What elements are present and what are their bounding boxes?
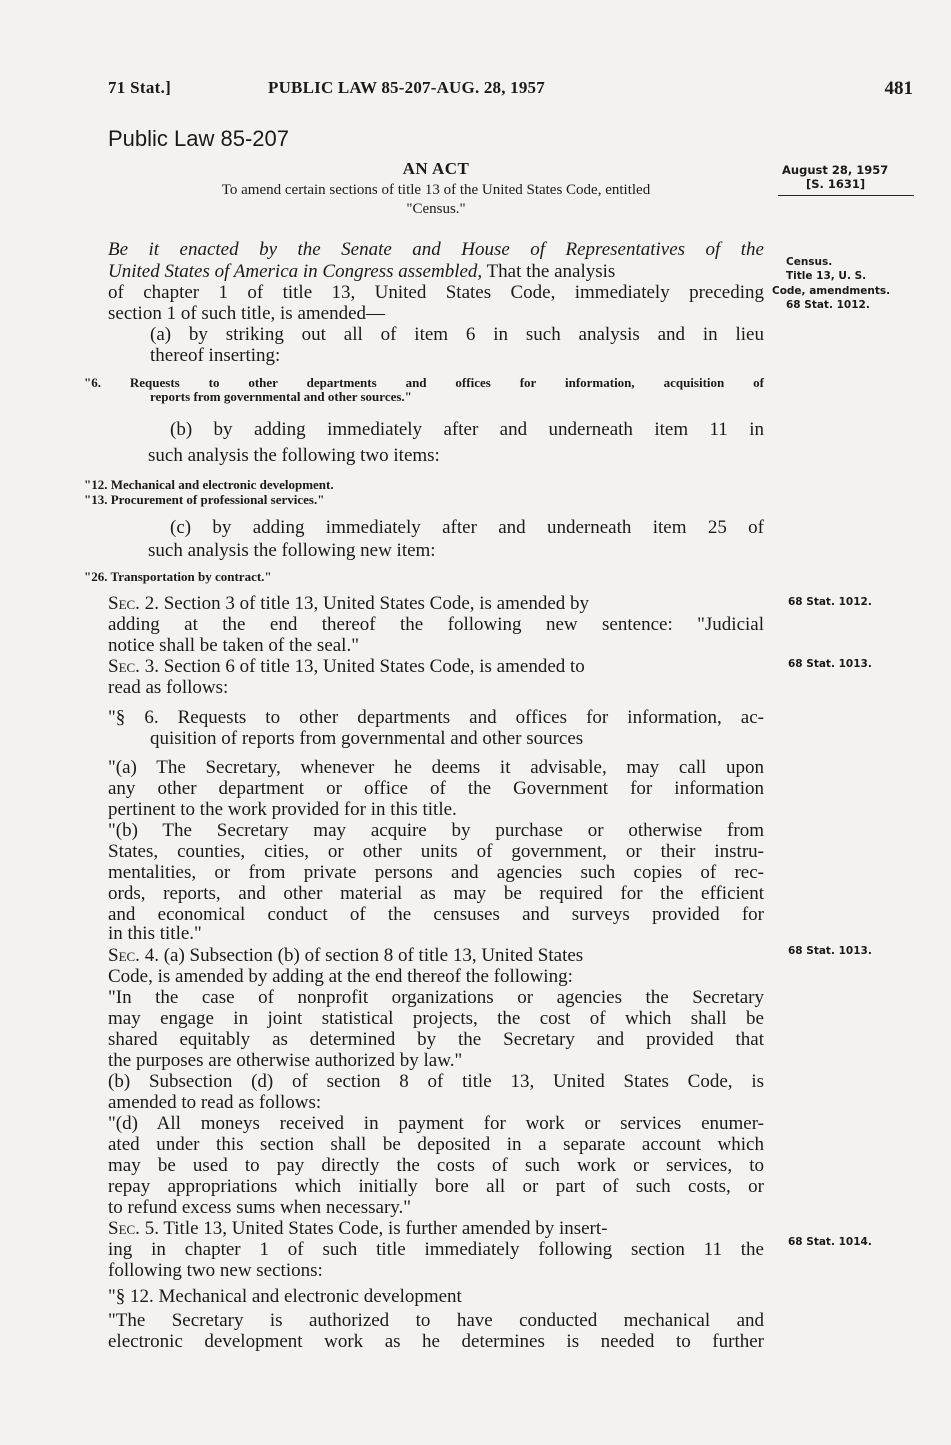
enacting-clause: Be it enacted by the Senate and House of Representatives of the [108, 239, 764, 260]
census-margin-note: Title 13, U. S. [786, 270, 867, 282]
act-purpose-line: "Census." [406, 201, 466, 217]
enacting-clause: United States of America in Congress assembled, That the analysis [108, 261, 616, 282]
subsection-b: States, counties, cities, or other units of government, or their instru- [108, 841, 764, 862]
subsection-d: "(d) All moneys received in payment for work or services enumer- [108, 1113, 764, 1134]
enactment-date-note: August 28, 1957 [782, 163, 889, 177]
inserted-item-6: reports from governmental and other sources." [150, 389, 412, 404]
section-5: following two new sections: [108, 1260, 323, 1281]
section-12-heading: "§ 12. Mechanical and electronic development [108, 1286, 462, 1307]
running-header [108, 78, 913, 102]
section-3: Sec. 3. Section 6 of title 13, United States Code, is amended to [108, 656, 585, 677]
inserted-item-26: "26. Transportation by contract." [84, 569, 272, 584]
sec5-margin-note: 68 Stat. 1014. [788, 1236, 872, 1248]
subsection-a: pertinent to the work provided for in this title. [108, 799, 457, 820]
bill-number-note: [S. 1631] [806, 177, 866, 191]
clause-c: (c) by adding immediately after and underneath item 25 of [170, 517, 764, 538]
section-4b: amended to read as follows: [108, 1092, 322, 1113]
clause-a: thereof inserting: [150, 345, 281, 366]
section-4-quote: shared equitably as determined by the Secretary and provided that [108, 1029, 764, 1050]
subsection-b: "(b) The Secretary may acquire by purchase or otherwise from [108, 820, 764, 841]
section-2: notice shall be taken of the seal." [108, 635, 359, 656]
clause-a: (a) by striking out all of item 6 in such analysis and in lieu [150, 324, 764, 345]
subsection-b: mentalities, or from private persons and agencies such copies of rec- [108, 862, 764, 883]
section-4b: (b) Subsection (d) of section 8 of title 13, United States Code, is [108, 1071, 764, 1092]
census-margin-note: Code, amendments. [772, 285, 891, 297]
subsection-d: ated under this section shall be deposited in a separate account which [108, 1134, 764, 1155]
census-margin-note: 68 Stat. 1012. [786, 299, 870, 311]
an-act-heading: AN ACT [402, 159, 470, 178]
section-12-text: electronic development work as he determines is needed to further [108, 1331, 764, 1352]
inserted-item-12: "12. Mechanical and electronic development. [84, 477, 334, 492]
public-law-number: Public Law 85-207 [108, 126, 290, 151]
subsection-d: repay appropriations which initially bore all or part of such costs, or [108, 1176, 764, 1197]
section-4-quote: the purposes are otherwise authorized by law." [108, 1050, 463, 1071]
inserted-item-6: "6. Requests to other departments and offices for information, acquisition of [84, 375, 764, 390]
sec4-margin-note: 68 Stat. 1013. [788, 945, 872, 957]
section-4: Sec. 4. (a) Subsection (b) of section 8 of title 13, United States [108, 945, 584, 966]
subsection-b: and economical conduct of the censuses and surveys provided for [108, 904, 764, 925]
section-6-heading: quisition of reports from governmental and other sources [150, 728, 584, 749]
subsection-b: in this title." [108, 923, 202, 944]
subsection-b: ords, reports, and other material as may be required for the efficient [108, 883, 764, 904]
section-6-heading: "§ 6. Requests to other departments and offices for information, ac- [108, 707, 764, 728]
clause-c: such analysis the following new item: [148, 540, 436, 561]
section-4-quote: "In the case of nonprofit organizations or agencies the Secretary [108, 987, 764, 1008]
clause-b: such analysis the following two items: [148, 445, 440, 466]
statute-volume: 71 Stat.] [108, 78, 172, 97]
act-purpose-line: To amend certain sections of title 13 of the United States Code, entitled [221, 182, 651, 198]
clause-b: (b) by adding immediately after and underneath item 11 in [170, 419, 764, 440]
section-2: Sec. 2. Section 3 of title 13, United States Code, is amended by [108, 593, 590, 614]
sec3-margin-note: 68 Stat. 1013. [788, 658, 872, 670]
section-2: adding at the end thereof the following new sentence: "Judicial [108, 614, 764, 635]
subsection-d: may be used to pay directly the costs of such work or services, to [108, 1155, 764, 1176]
section-12-text: "The Secretary is authorized to have conducted mechanical and [108, 1310, 764, 1331]
body-line: of chapter 1 of title 13, United States Code, immediately preceding [108, 282, 764, 303]
section-4-quote: may engage in joint statistical projects, the cost of which shall be [108, 1008, 764, 1029]
subsection-a: "(a) The Secretary, whenever he deems it advisable, may call upon [108, 757, 764, 778]
body-line: section 1 of such title, is amended— [108, 303, 386, 324]
section-3: read as follows: [108, 677, 229, 698]
census-margin-note: Census. [786, 256, 833, 268]
section-4: Code, is amended by adding at the end thereof the following: [108, 966, 573, 987]
page-number: 481 [884, 78, 913, 99]
section-5: Sec. 5. Title 13, United States Code, is further amended by insert- [108, 1218, 608, 1239]
section-5: ing in chapter 1 of such title immediately following section 11 the [108, 1239, 764, 1260]
subsection-a: any other department or office of the Government for information [108, 778, 764, 799]
margin-rule [778, 195, 914, 196]
subsection-d: to refund excess sums when necessary." [108, 1197, 412, 1218]
sec2-margin-note: 68 Stat. 1012. [788, 596, 872, 608]
inserted-item-13: "13. Procurement of professional services." [84, 492, 325, 507]
header-title: PUBLIC LAW 85-207-AUG. 28, 1957 [268, 78, 545, 97]
